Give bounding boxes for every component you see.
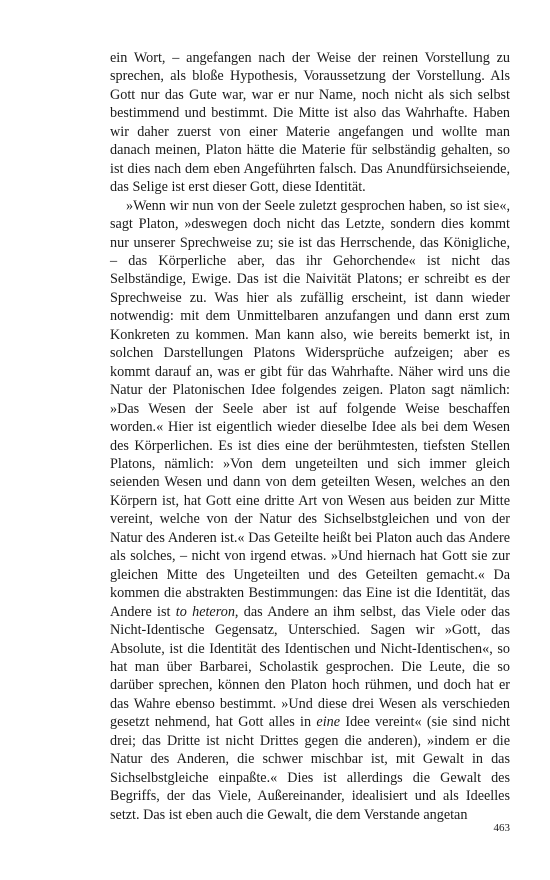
paragraph-2-text-b: , das Andere an ihm selbst, das Viele oder das Nicht-Identische Gegensatz, Unterschied. Sagen wir »Gott, das Absolute, ist die Identität des Identischen und Nicht-Identischen«, so hat man über Barbarei, Scholastik gesprochen. Die Leute, die so darüber sprechen, können den Platon hoch rühmen, und doch hat er das Wahre ebenso bestimmt. »Und diese drei Wesen als verschieden gesetzt nehmend, hat Gott alles in	[110, 603, 510, 731]
paragraph-2-text-a: »Wenn wir nun von der Seele zuletzt gesprochen haben, so ist sie«, sagt Platon, »deswegen doch nicht das Letzte, sondern dies kommt nur unserer Sprechweise zu; sie ist das Herrschende, das Königliche, – das Körperliche aber, das ihr Gehorchende« ist nicht das Selbständige, Ewige. Das ist die Naivität Platons; er schreibt es der Sprechweise zu. Was hier als zufällig erscheint, ist dann wieder notwendig: mit dem Unmittelbaren anzufangen und dann erst zum Konkreten zu kommen. Man kann also, wie bereits bemerkt ist, in solchen Darstellungen Platons Widersprüche aufzeigen; aber es kommt darauf an, was er gibt für das Wahrhafte. Näher wird uns die Natur der Platonischen Idee folgendes zeigen. Platon sagt nämlich: »Das Wesen der Seele aber ist auf folgende Weise beschaffen worden.« Hier ist eigentlich wieder dieselbe Idee als bei dem Wesen des Körperlichen. Es ist dies eine der berühmtesten, tiefsten Stellen Platons, nämlich: »Von dem ungeteilten und sich immer gleich seienden Wesen und dann von dem geteilten Wesen, welches an den Körpern ist, hat Gott eine dritte Art von Wesen aus beiden zur Mitte vereint, welche von der Natur des Sichselbstgleichen und von der Natur des Anderen ist.« Das Geteilte heißt bei Platon auch das Andere als solches, – nicht von irgend etwas. »Und hiernach hat Gott sie zur gleichen Mitte des Ungeteilten und des Geteilten gemacht.« Da kommen die abstrakten Bestimmungen: das Eine ist die Identität, das Andere ist	[110, 197, 510, 620]
paragraph-1: ein Wort, – angefangen nach der Weise der reinen Vorstellung zu sprechen, als bloße Hypothesis, Voraussetzung der Vorstellung. Als Gott nur das Gute war, war er nur Name, noch nicht als sich selbst bestimmend und bestimmt. Die Mitte ist also das Wahrhafte. Haben wir daher zuerst von einer Materie angefangen und wollte man danach meinen, Platon hätte die Materie für selbständig gehalten, so ist dies nach dem eben Angeführten falsch. Das Anundfürsichseiende, das Selige ist erst dieser Gott, diese Identität.	[110, 50, 510, 196]
emphasis-eine: eine	[316, 714, 341, 731]
emphasis-to-heteron: to heteron	[175, 603, 235, 620]
paragraph-2-text-c: Idee vereint« (sie sind nicht drei; das Dritte ist nicht Drittes gegen die anderen), »indem er die Natur des Anderen, die schwer mischbar ist, mit Gewalt in das Sichselbstgleiche einpaßte.« Dies ist allerdings die Gewalt des Begriffs, der das Viele, Außereinander, idealisiert und als Ideelles setzt. Das ist eben auch die Gewalt, die dem Verstande angetan	[110, 714, 511, 823]
page-body	[110, 49, 510, 824]
paragraph-2	[110, 197, 510, 824]
page-number: 463	[493, 822, 510, 834]
